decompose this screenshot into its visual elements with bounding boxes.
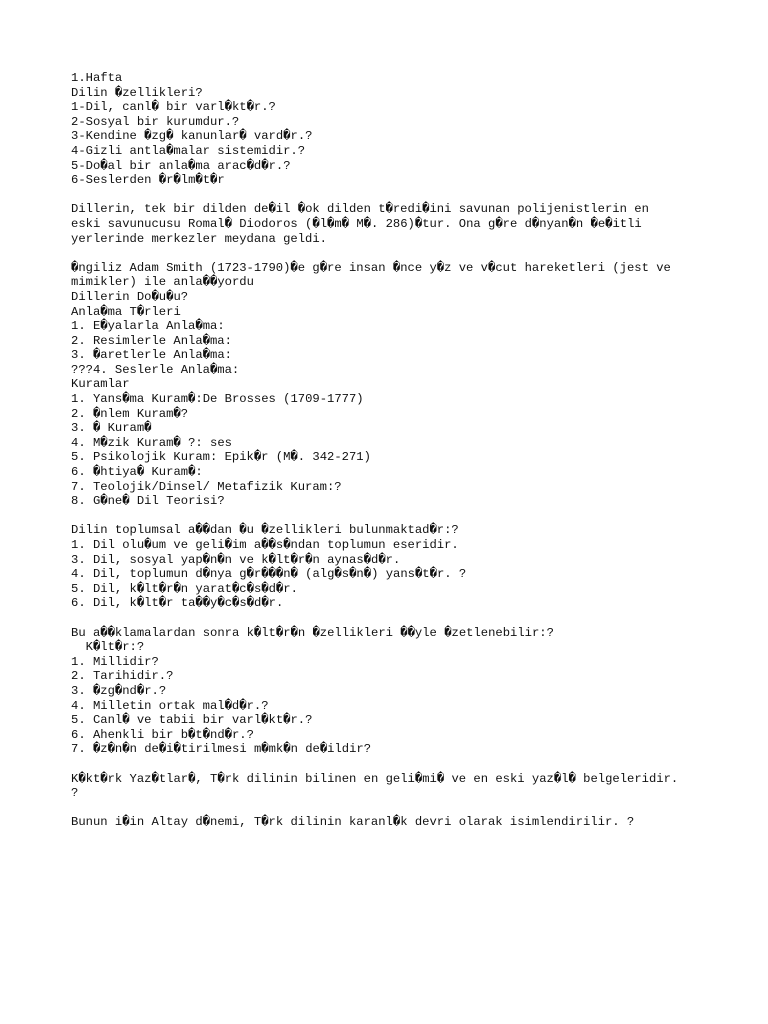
text-line: 5-Do�al bir anla�ma arac�d�r.?: [71, 158, 291, 173]
text-line: Dilin �zellikleri?: [71, 85, 203, 100]
text-line: 3. � Kuram�: [71, 421, 152, 436]
text-line: 1. Yans�ma Kuram�:De Brosses (1709-1777): [71, 392, 364, 407]
text-line: 6. Dil, k�lt�r ta��y�c�s�d�r.: [71, 596, 284, 611]
text-line: 1.Hafta: [71, 71, 123, 85]
text-line: 6. Ahenkli bir b�t�nd�r.?: [71, 727, 254, 742]
document-page: [71, 71, 721, 830]
paragraph-block: [71, 71, 721, 188]
text-line: 2. �nlem Kuram�?: [71, 406, 189, 421]
text-line: 5. Canl� ve tabii bir varl�kt�r.?: [71, 713, 313, 728]
text-line: 1-Dil, canl� bir varl�kt�r.?: [71, 100, 276, 115]
text-line: 3. Dil, sosyal yap�n�n ve k�lt�r�n aynas�d�r.: [71, 552, 401, 567]
text-line: K�kt�rk Yaz�tlar�, T�rk dilinin bilinen en geli�mi� ve en eski yaz�l� belgeleridir.: [71, 771, 679, 786]
blank-line: [71, 246, 721, 261]
text-line: 8. G�ne� Dil Teorisi?: [71, 494, 225, 509]
text-line: eski savunucusu Romal� Diodoros (�l�m� M�. 286)�tur. Ona g�re d�nyan�n �e�itli: [71, 216, 642, 231]
text-line: 4-Gizli antla�malar sistemidir.?: [71, 143, 306, 158]
text-line: 1. Millidir?: [71, 654, 159, 669]
text-line: 2. Resimlerle Anla�ma:: [71, 333, 232, 348]
blank-line: [71, 757, 721, 772]
text-line: 4. Milletin ortak mal�d�r.?: [71, 698, 269, 713]
blank-line: [71, 611, 721, 626]
text-line: ???4. Seslerle Anla�ma:: [71, 362, 240, 377]
paragraph-block: [71, 626, 721, 757]
text-line: K�lt�r:?: [71, 640, 145, 655]
text-line: 5. Psikolojik Kuram: Epik�r (M�. 342-271): [71, 450, 371, 465]
text-line: 4. M�zik Kuram� ?: ses: [71, 435, 232, 450]
text-line: 2-Sosyal bir kurumdur.?: [71, 114, 240, 129]
text-line: Bu a��klamalardan sonra k�lt�r�n �zellikleri ��yle �zetlenebilir:?: [71, 625, 554, 640]
text-line: 3. �aretlerle Anla�ma:: [71, 348, 232, 363]
paragraph-block: [71, 202, 721, 246]
text-line: Dillerin, tek bir dilden de�il �ok dilden t�redi�ini savunan polijenistlerin en: [71, 202, 649, 217]
text-line: 4. Dil, toplumun d�nya g�r���n� (alg�s�n�) yans�t�r. ?: [71, 567, 467, 582]
text-line: yerlerinde merkezler meydana geldi.: [71, 231, 327, 246]
text-line: Bunun i�in Altay d�nemi, T�rk dilinin karanl�k devri olarak isimlendirilir. ?: [71, 815, 635, 830]
text-line: Anla�ma T�rleri: [71, 304, 181, 319]
text-line: Kuramlar: [71, 377, 130, 392]
text-line: 7. Teolojik/Dinsel/ Metafizik Kuram:?: [71, 479, 342, 494]
text-line: 2. Tarihidir.?: [71, 669, 174, 684]
blank-line: [71, 509, 721, 524]
paragraph-block: [71, 815, 721, 830]
text-line: 7. �z�n�n de�i�tirilmesi m�mk�n de�ildir?: [71, 742, 372, 757]
text-line: Dilin toplumsal a��dan �u �zellikleri bulunmaktad�r:?: [71, 523, 459, 538]
text-line: 5. Dil, k�lt�r�n yarat�c�s�d�r.: [71, 581, 298, 596]
paragraph-block: [71, 523, 721, 611]
text-line: 1. E�yalarla Anla�ma:: [71, 319, 225, 334]
text-line: mimikler) ile anla��yordu: [71, 275, 254, 290]
paragraph-block: [71, 772, 721, 801]
text-line: 3-Kendine �zg� kanunlar� vard�r.?: [71, 129, 313, 144]
text-line: 3. �zg�nd�r.?: [71, 683, 167, 698]
text-line: 6. �htiya� Kuram�:: [71, 465, 203, 480]
text-line: �ngiliz Adam Smith (1723-1790)�e g�re insan �nce y�z ve v�cut hareketleri (jest ve: [71, 260, 671, 275]
blank-line: [71, 801, 721, 816]
paragraph-block: [71, 261, 721, 509]
text-line: Dillerin Do�u�u?: [71, 289, 189, 304]
text-line: 1. Dil olu�um ve geli�im a��s�ndan toplumun eseridir.: [71, 538, 459, 552]
text-line: 6-Seslerden �r�lm�t�r: [71, 173, 225, 188]
blank-line: [71, 188, 721, 203]
text-line: ?: [71, 786, 79, 801]
